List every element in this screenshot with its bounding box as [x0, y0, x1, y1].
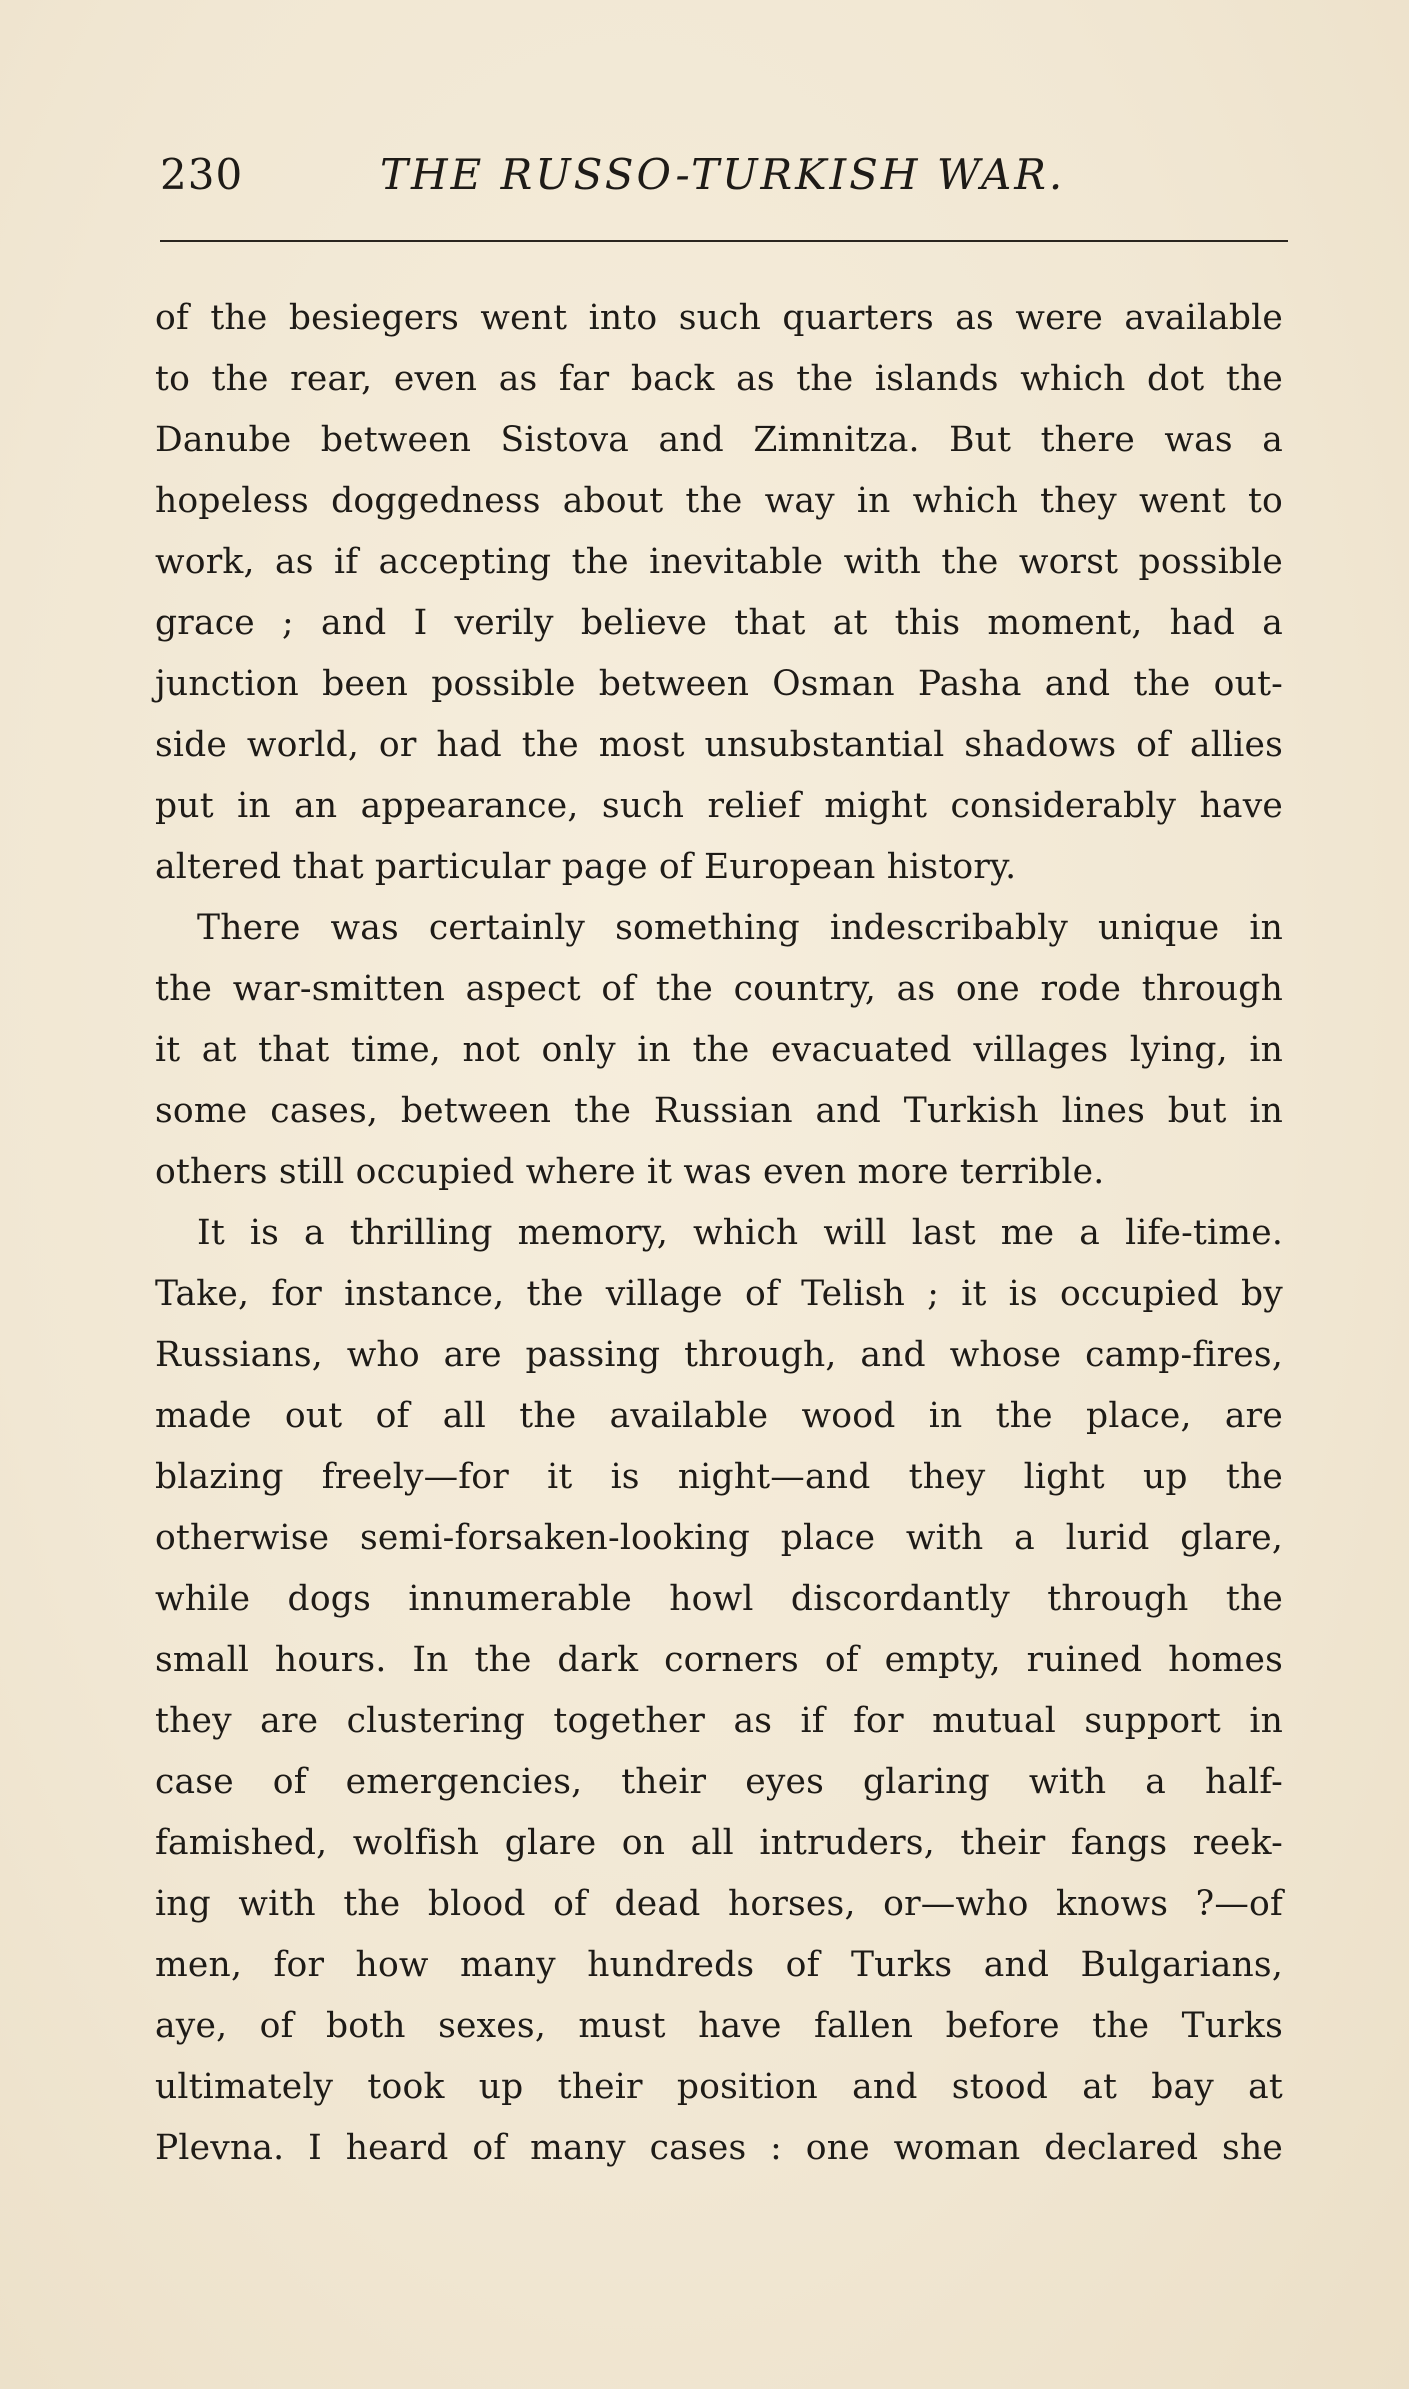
text-line: work, as if accepting the inevitable with the worst possible [155, 542, 1283, 582]
text-line: famished, wolfish glare on all intruders, their fangs reek- [155, 1823, 1283, 1863]
page-number: 230 [160, 150, 244, 199]
text-line: small hours. In the dark corners of empty, ruined homes [155, 1640, 1283, 1680]
text-line: grace ; and I verily believe that at this moment, had a [155, 603, 1283, 643]
text-line: case of emergencies, their eyes glaring with a half- [155, 1762, 1283, 1802]
text-line: men, for how many hundreds of Turks and Bulgarians, [155, 1945, 1283, 1985]
text-line: while dogs innumerable howl discordantly through the [155, 1579, 1283, 1619]
text-line: ultimately took up their position and stood at bay at [155, 2067, 1283, 2107]
text-line: blazing freely—for it is night—and they light up the [155, 1457, 1283, 1497]
text-line: junction been possible between Osman Pasha and the out- [155, 664, 1283, 704]
text-line: ing with the blood of dead horses, or—who knows ?—of [155, 1884, 1283, 1924]
text-line: made out of all the available wood in the place, are [155, 1396, 1283, 1436]
text-line: the war-smitten aspect of the country, as one rode through [155, 969, 1283, 1009]
text-line: of the besiegers went into such quarters as were available [155, 298, 1283, 338]
text-line: hopeless doggedness about the way in which they went to [155, 481, 1283, 521]
text-line: Danube between Sistova and Zimnitza. But there was a [155, 420, 1283, 460]
text-line: Take, for instance, the village of Telish ; it is occupied by [155, 1274, 1283, 1314]
paragraph-start-line: There was certainly something indescribably unique in [197, 908, 1283, 948]
text-line: others still occupied where it was even more terrible. [155, 1152, 1105, 1192]
text-line: some cases, between the Russian and Turkish lines but in [155, 1091, 1283, 1131]
paragraph-start-line: It is a thrilling memory, which will last me a life-time. [197, 1213, 1283, 1253]
header-rule [160, 240, 1288, 242]
running-head [160, 150, 1280, 220]
text-line: they are clustering together as if for mutual support in [155, 1701, 1283, 1741]
text-line: it at that time, not only in the evacuated villages lying, in [155, 1030, 1283, 1070]
text-line: altered that particular page of European history. [155, 847, 1017, 887]
text-line: side world, or had the most unsubstantial shadows of allies [155, 725, 1283, 765]
text-line: aye, of both sexes, must have fallen before the Turks [155, 2006, 1283, 2046]
text-line: to the rear, even as far back as the islands which dot the [155, 359, 1283, 399]
running-title: THE RUSSO-TURKISH WAR. [380, 150, 1066, 199]
text-line: otherwise semi-forsaken-looking place with a lurid glare, [155, 1518, 1283, 1558]
text-line: Plevna. I heard of many cases : one woman declared she [155, 2128, 1283, 2168]
body-text [155, 288, 1283, 2179]
text-line: Russians, who are passing through, and whose camp-fires, [155, 1335, 1283, 1375]
text-line: put in an appearance, such relief might considerably have [155, 786, 1283, 826]
